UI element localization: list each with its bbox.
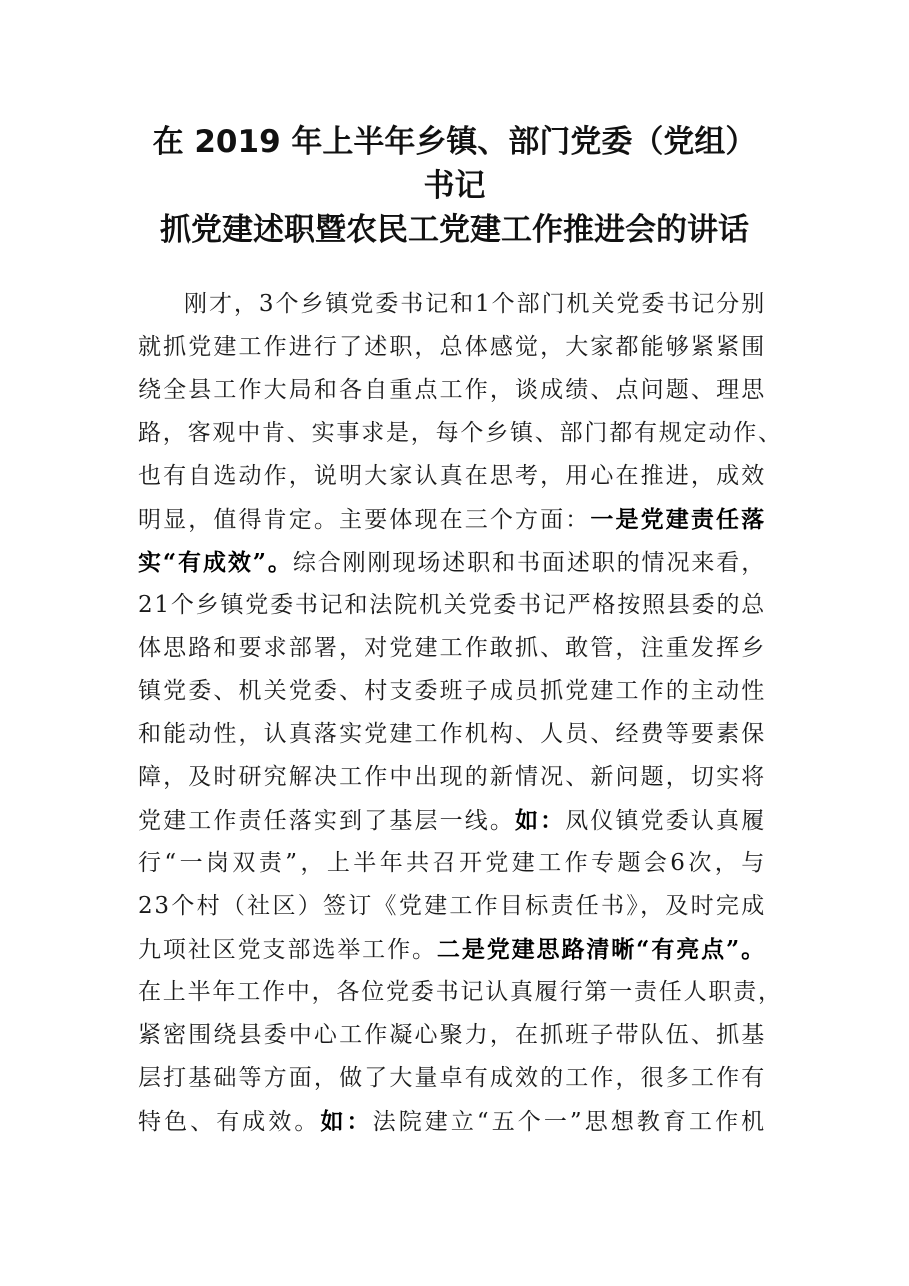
text-span: 障，及时研究解决工作中出现的新情况、新问题，切实将 (138, 764, 766, 790)
text-span: 行“一岗双责”，上半年共召开党建工作专题会6次，与 (138, 850, 766, 876)
text-span: 在上半年工作中，各位党委书记认真履行第一责任人职责， (138, 979, 783, 1005)
bold-text-span: 如： (515, 807, 566, 834)
bold-text-span: 一是党建责任落 (590, 506, 766, 533)
text-span: 党建工作责任落实到了基层一线。 (138, 808, 515, 834)
text-span: 也有自选动作，说明大家认真在思考，用心在推进，成效 (138, 463, 766, 489)
text-span: 层打基础等方面，做了大量卓有成效的工作，很多工作有 (138, 1065, 766, 1091)
bold-text-span: 二是党建思路清晰“有亮点”。 (436, 936, 766, 963)
paragraph-line (138, 455, 766, 498)
paragraph-line (138, 756, 766, 799)
text-span: 21个乡镇党委书记和法院机关党委书记严格按照县委的总 (138, 592, 767, 618)
text-span: 明显，值得肯定。主要体现在三个方面： (138, 507, 591, 533)
paragraph-line (138, 627, 766, 670)
text-span: 凤仪镇党委认真履 (565, 808, 766, 834)
paragraph-line (138, 369, 766, 412)
text-span: 绕全县工作大局和各自重点工作，谈成绩、点问题、理思 (138, 377, 766, 403)
paragraph-line (138, 670, 766, 713)
paragraph-line (138, 928, 766, 971)
text-span: 紧密围绕县委中心工作凝心聚力，在抓班子带队伍、抓基 (138, 1022, 766, 1048)
text-span: 特色、有成效。 (138, 1109, 321, 1135)
document-title-line-3: 抓党建述职暨农民工党建工作推进会的讲话 (160, 212, 749, 248)
paragraph-line (184, 283, 766, 326)
paragraph-line (138, 498, 766, 541)
text-span: 体思路和要求部署，对党建工作敢抓、敢管，注重发挥乡 (138, 635, 766, 661)
text-span: 镇党委、机关党委、村支委班子成员抓党建工作的主动性 (138, 678, 766, 704)
paragraph-line (138, 885, 766, 928)
text-span: 刚才，3个乡镇党委书记和1个部门机关党委书记分别 (184, 291, 766, 317)
paragraph-line (138, 1014, 766, 1057)
text-span: 综合刚刚现场述职和书面述职的情况来看， (292, 550, 766, 576)
paragraph-line (138, 842, 766, 885)
document-title-line-1: 在 2019 年上半年乡镇、部门党委（党组） (152, 124, 757, 160)
document-title-line-2: 书记 (423, 168, 486, 204)
paragraph-line (138, 971, 783, 1014)
text-span: 23个村（社区）签订《党建工作目标责任书》，及时完成 (138, 893, 766, 919)
paragraph-line (138, 1057, 766, 1100)
bold-text-span: 如： (320, 1108, 373, 1135)
paragraph-line (138, 326, 766, 369)
text-span: 就抓党建工作进行了述职，总体感觉，大家都能够紧紧围 (138, 334, 766, 360)
paragraph-line (138, 1100, 766, 1143)
text-span: 路，客观中肯、实事求是，每个乡镇、部门都有规定动作、 (138, 420, 783, 446)
text-span: 法院建立“五个一”思想教育工作机 (372, 1109, 766, 1135)
paragraph-line (138, 713, 766, 756)
paragraph-line (138, 541, 766, 584)
bold-text-span: 实“有成效”。 (138, 549, 293, 576)
paragraph-line (138, 799, 766, 842)
paragraph-line (138, 412, 783, 455)
paragraph-line (138, 584, 766, 627)
text-span: 九项社区党支部选举工作。 (138, 937, 437, 963)
text-span: 和能动性，认真落实党建工作机构、人员、经费等要素保 (138, 721, 766, 747)
